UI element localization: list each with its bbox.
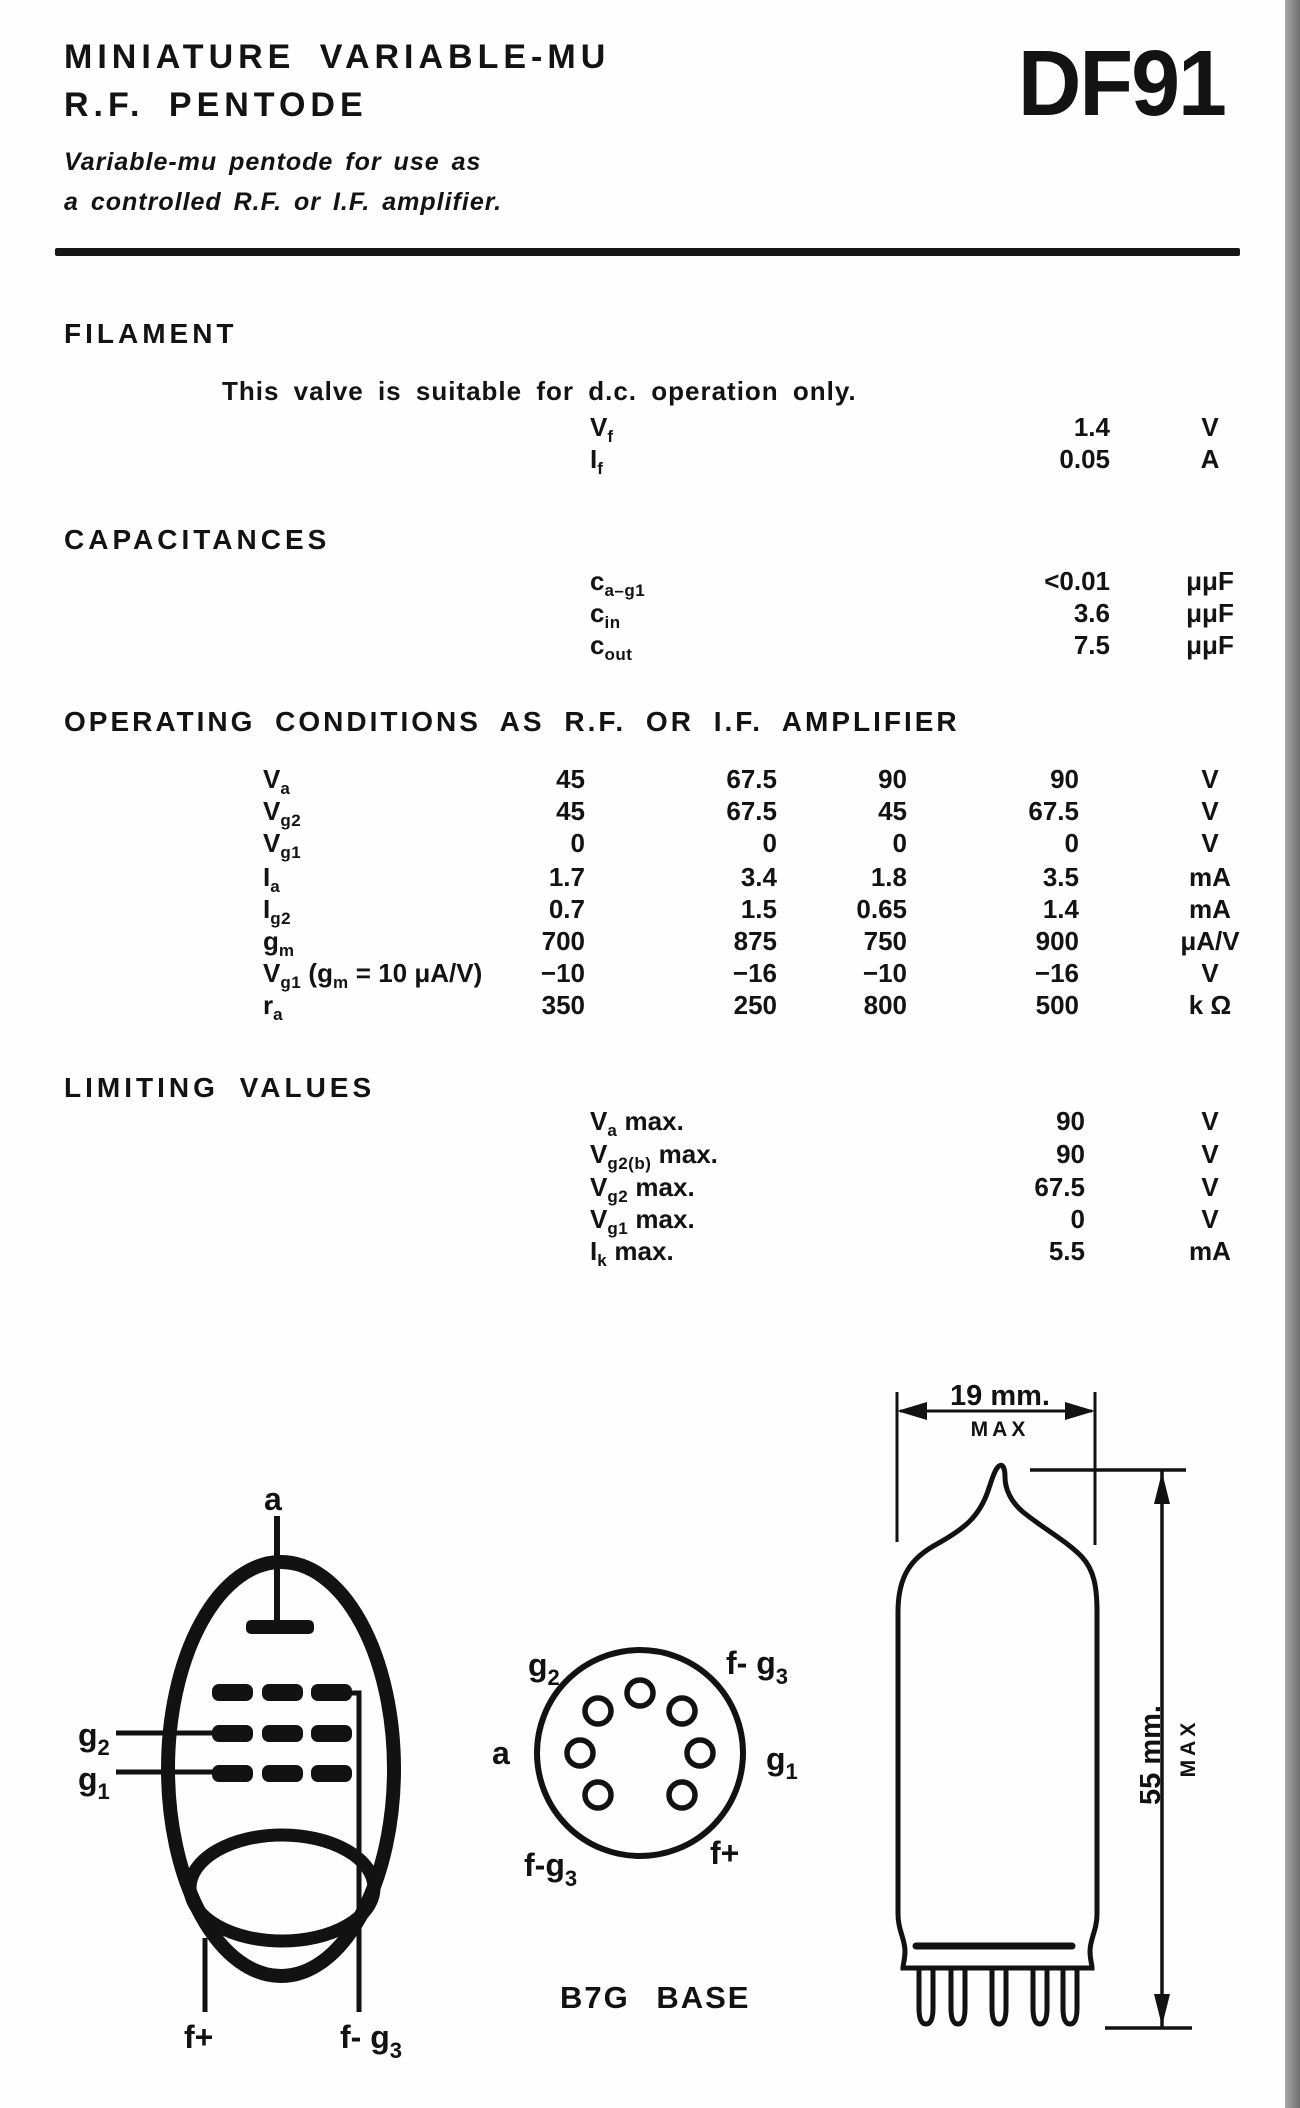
param-label <box>263 764 290 799</box>
param-unit: μμF <box>1186 598 1234 628</box>
scan-edge-shadow <box>1285 0 1300 2108</box>
param-symbol: V <box>263 764 281 794</box>
param-value: 5.5 <box>1048 1236 1085 1266</box>
param-value: 900 <box>1035 926 1079 956</box>
param-label <box>590 1139 718 1174</box>
param-unit: V <box>1201 796 1219 826</box>
param-value: 700 <box>541 926 585 956</box>
param-label-tail: max. <box>617 1106 684 1136</box>
table-row <box>0 894 1300 926</box>
pin-circle <box>585 1698 611 1724</box>
param-subscript: a–g1 <box>604 581 646 600</box>
pin <box>951 1966 965 2024</box>
param-value: 1.4 <box>1042 894 1079 924</box>
arrowhead-down <box>1154 1994 1170 2026</box>
pin-label-f-plus: f+ <box>710 1835 740 1871</box>
param-value: 67.5 <box>726 764 777 794</box>
param-label-tail: max. <box>651 1139 718 1169</box>
table-row <box>0 958 1300 990</box>
param-label <box>590 412 614 447</box>
param-symbol: I <box>590 1236 598 1266</box>
param-symbol: V <box>590 1139 608 1169</box>
param-row <box>0 1236 1300 1268</box>
page-title-line1: MINIATURE VARIABLE-MU <box>64 38 611 76</box>
param-unit: μμF <box>1186 630 1234 660</box>
diagrams-figure <box>0 1380 1300 2108</box>
param-unit: V <box>1201 1204 1219 1234</box>
base-pinout-diagram <box>492 1645 798 2015</box>
param-row <box>0 1172 1300 1204</box>
param-value: 800 <box>863 990 907 1020</box>
pin-circle <box>567 1740 593 1766</box>
filament-note: This valve is suitable for d.c. operation only. <box>222 376 857 406</box>
param-label-tail: max. <box>607 1236 674 1266</box>
pin-label-f-g3-bottom: $f-g_3$ <box>524 1847 578 1891</box>
param-value: 875 <box>733 926 777 956</box>
subtitle-line1: Variable-mu pentode for use as <box>64 148 482 176</box>
f-minus-g3-label: f- $g_3$ <box>340 2019 402 2063</box>
param-symbol: c <box>590 598 605 628</box>
param-unit: mA <box>1189 1236 1231 1266</box>
grid-electrode-dashes <box>212 1684 352 1782</box>
width-dimension-label: 19 mm. <box>950 1380 1050 1412</box>
param-row <box>0 444 1300 476</box>
table-row <box>0 828 1300 860</box>
header-rule <box>55 248 1240 256</box>
param-label <box>590 630 632 665</box>
param-subscript: out <box>604 645 633 664</box>
pin-circle <box>669 1698 695 1724</box>
filament-loop <box>190 1835 374 1941</box>
param-label <box>263 894 291 929</box>
param-symbol: V <box>263 828 281 858</box>
param-subscript: k <box>597 1251 608 1270</box>
electrode-structure-diagram <box>78 1481 402 2063</box>
table-row <box>0 990 1300 1022</box>
height-max-label: MAX <box>1177 1718 1200 1778</box>
param-label <box>590 444 603 479</box>
param-symbol: V <box>590 1106 608 1136</box>
pin <box>919 1966 933 2024</box>
param-symbol: c <box>590 630 605 660</box>
param-value: 1.8 <box>870 862 907 892</box>
param-label <box>590 1236 674 1271</box>
section-heading-operating: OPERATING CONDITIONS AS R.F. OR I.F. AMPLIFIER <box>64 706 960 737</box>
param-unit: V <box>1201 764 1219 794</box>
param-symbol: I <box>263 894 271 924</box>
param-row <box>0 1106 1300 1138</box>
param-subscript: g2 <box>280 811 302 830</box>
height-dimension-label: 55 mm. <box>1135 1705 1167 1805</box>
param-unit: V <box>1201 1172 1219 1202</box>
param-label <box>263 796 301 831</box>
param-subscript: m <box>332 973 349 992</box>
param-unit: V <box>1201 958 1219 988</box>
arrowhead-right <box>1065 1402 1095 1420</box>
param-subscript: a <box>607 1121 618 1140</box>
param-value: 1.7 <box>548 862 585 892</box>
param-label-mid: (g <box>301 958 333 988</box>
pin <box>1033 1966 1047 2024</box>
param-subscript: in <box>604 613 621 632</box>
pin-holes <box>567 1680 713 1808</box>
param-unit: V <box>1201 828 1219 858</box>
param-label <box>590 1204 695 1239</box>
pin-circle <box>669 1782 695 1808</box>
param-label <box>263 926 295 961</box>
param-row <box>0 630 1300 662</box>
param-subscript: f <box>597 459 604 478</box>
param-label <box>263 990 283 1025</box>
base-pins <box>919 1966 1077 2024</box>
param-label <box>263 828 301 863</box>
param-symbol: r <box>263 990 274 1020</box>
param-value: 500 <box>1035 990 1079 1020</box>
param-label <box>590 1172 695 1207</box>
param-row <box>0 412 1300 444</box>
param-label <box>590 566 645 601</box>
param-value: 3.6 <box>1073 598 1110 628</box>
param-subscript: g1 <box>280 973 302 992</box>
pin-label-g2: $g_2$ <box>528 1647 560 1690</box>
param-subscript: a <box>273 1005 284 1024</box>
arrowhead-up <box>1154 1472 1170 1504</box>
table-row <box>0 926 1300 958</box>
section-heading-filament: FILAMENT <box>64 318 238 349</box>
param-row <box>0 1204 1300 1236</box>
param-unit: mA <box>1189 862 1231 892</box>
param-symbol: g <box>263 926 279 956</box>
param-row <box>0 1139 1300 1171</box>
pin <box>992 1966 1006 2024</box>
param-subscript: g2 <box>270 909 292 928</box>
model-number: DF91 <box>1017 31 1225 135</box>
param-symbol: c <box>590 566 605 596</box>
param-symbol: V <box>263 796 281 826</box>
param-value: 0.05 <box>1059 444 1110 474</box>
section-heading-limiting: LIMITING VALUES <box>64 1072 376 1103</box>
param-value: 750 <box>863 926 907 956</box>
pin <box>1063 1966 1077 2024</box>
param-value: −10 <box>540 958 585 988</box>
param-unit: V <box>1201 1106 1219 1136</box>
param-value: 90 <box>878 764 907 794</box>
param-symbol: V <box>590 412 608 442</box>
param-symbol: V <box>263 958 281 988</box>
param-value: 0 <box>892 828 907 858</box>
pin-circle <box>585 1782 611 1808</box>
param-value: 90 <box>1050 764 1079 794</box>
param-unit: μA/V <box>1180 926 1240 956</box>
param-value: 67.5 <box>1034 1172 1085 1202</box>
param-unit: V <box>1201 1139 1219 1169</box>
arrowhead-left <box>897 1402 927 1420</box>
anode-plate <box>246 1620 314 1634</box>
param-symbol: I <box>590 444 598 474</box>
param-subscript: m <box>278 941 295 960</box>
width-max-label: MAX <box>970 1418 1030 1441</box>
param-subscript: g2(b) <box>607 1154 652 1173</box>
param-value: 0.65 <box>856 894 907 924</box>
param-unit: V <box>1201 412 1219 442</box>
param-value: <0.01 <box>1044 566 1110 596</box>
pin-label-a: a <box>492 1735 510 1771</box>
param-label <box>590 1106 684 1141</box>
param-row <box>0 566 1300 598</box>
pin-circle <box>627 1680 653 1706</box>
param-value: 45 <box>556 764 585 794</box>
param-value: 250 <box>733 990 777 1020</box>
f-plus-label: f+ <box>184 2019 214 2055</box>
param-value: 0 <box>1070 1204 1085 1234</box>
param-value: 0 <box>762 828 777 858</box>
param-subscript: a <box>280 779 291 798</box>
g1-label: $g_1$ <box>78 1761 110 1804</box>
param-subscript: a <box>270 877 281 896</box>
param-unit: μμF <box>1186 566 1234 596</box>
param-value: 350 <box>541 990 585 1020</box>
param-value: 0 <box>1064 828 1079 858</box>
param-value: 45 <box>878 796 907 826</box>
param-value: −16 <box>1034 958 1079 988</box>
tube-outline-diagram <box>897 1380 1200 2028</box>
param-row <box>0 598 1300 630</box>
param-value: 90 <box>1056 1139 1085 1169</box>
param-value: −10 <box>862 958 907 988</box>
param-unit: k Ω <box>1188 990 1232 1020</box>
param-subscript: g1 <box>607 1219 629 1238</box>
page-title-line2: R.F. PENTODE <box>64 86 368 124</box>
base-caption: B7G BASE <box>560 1980 751 2015</box>
param-value: 3.5 <box>1042 862 1079 892</box>
pin-circle <box>687 1740 713 1766</box>
param-value: 67.5 <box>1028 796 1079 826</box>
param-label-tail: max. <box>628 1204 695 1234</box>
param-label-tail: max. <box>628 1172 695 1202</box>
param-symbol: I <box>263 862 271 892</box>
param-unit: A <box>1200 444 1220 474</box>
param-label <box>590 598 621 633</box>
param-value: 7.5 <box>1073 630 1110 660</box>
param-value: 0.7 <box>548 894 585 924</box>
table-row <box>0 796 1300 828</box>
param-subscript: g2 <box>607 1187 629 1206</box>
param-value: 0 <box>570 828 585 858</box>
table-row <box>0 764 1300 796</box>
tube-envelope-profile <box>898 1465 1097 1968</box>
param-label <box>263 862 280 897</box>
param-subscript: g1 <box>280 843 302 862</box>
g2-label: $g_2$ <box>78 1717 110 1760</box>
param-symbol: V <box>590 1172 608 1202</box>
param-value: 1.4 <box>1073 412 1110 442</box>
param-value: 67.5 <box>726 796 777 826</box>
param-subscript: f <box>607 427 614 446</box>
param-value: 90 <box>1056 1106 1085 1136</box>
param-symbol: V <box>590 1204 608 1234</box>
pin-label-g1: $g_1$ <box>766 1741 798 1784</box>
param-unit: mA <box>1189 894 1231 924</box>
param-value: 1.5 <box>740 894 777 924</box>
section-heading-capacitances: CAPACITANCES <box>64 524 331 555</box>
table-row <box>0 862 1300 894</box>
param-label-tail: = 10 μA/V) <box>348 958 483 988</box>
anode-label: a <box>264 1481 282 1517</box>
param-value: −16 <box>732 958 777 988</box>
param-value: 3.4 <box>740 862 777 892</box>
param-value: 45 <box>556 796 585 826</box>
subtitle-line2: a controlled R.F. or I.F. amplifier. <box>64 188 503 216</box>
pin-label-f-g3-top: f- $g_3$ <box>726 1645 788 1689</box>
